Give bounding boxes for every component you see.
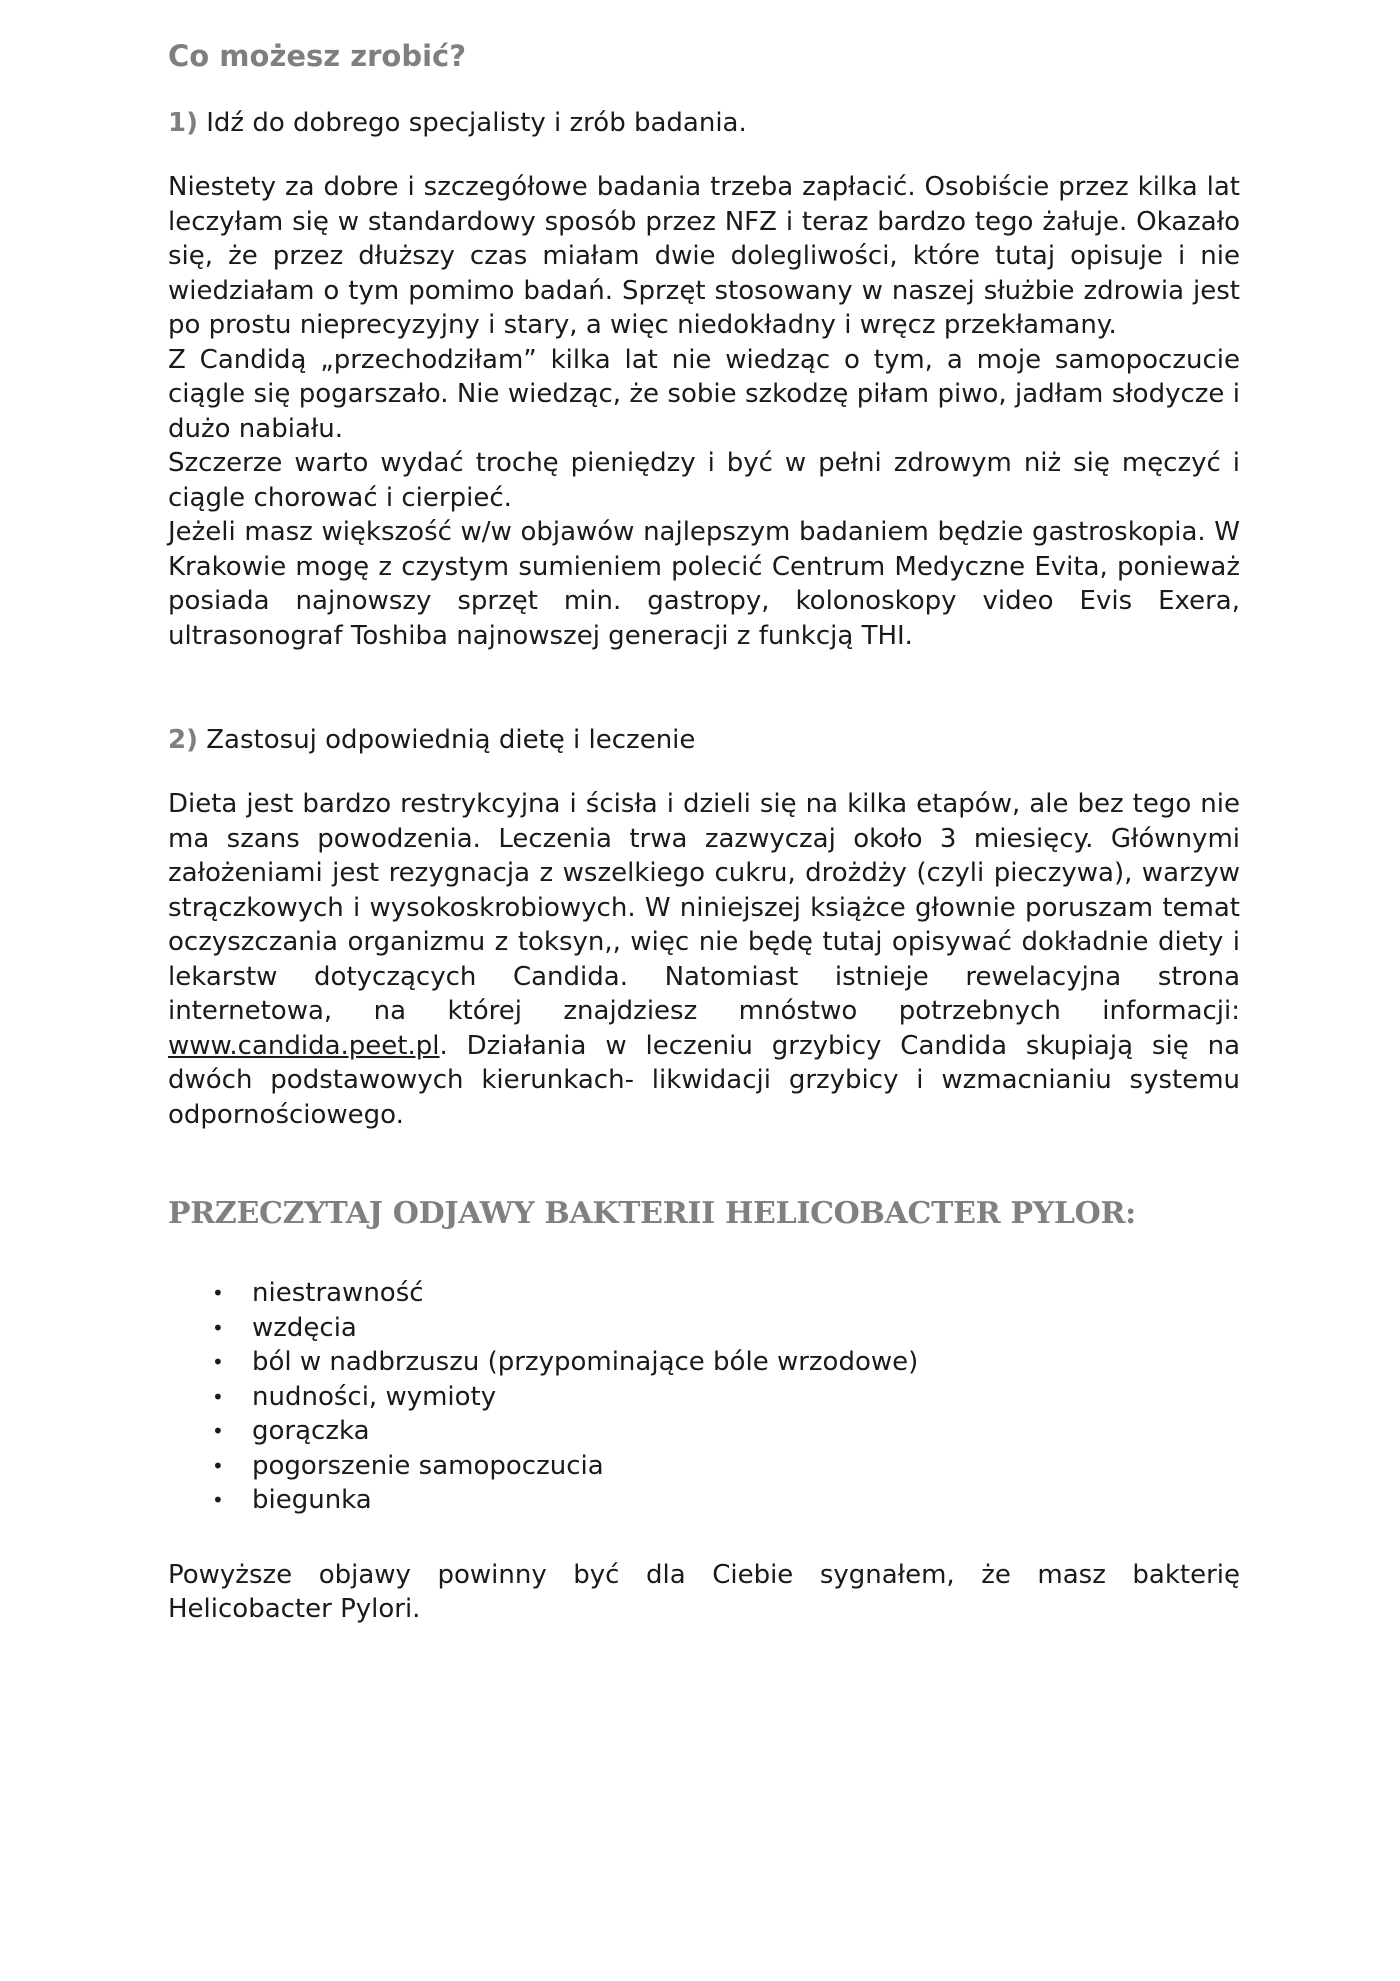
list-item — [168, 1483, 1240, 1518]
bullet-icon: • — [212, 1453, 224, 1478]
list-item — [168, 1276, 1240, 1311]
step-1-number: 1) — [168, 108, 198, 138]
list-item-text: biegunka — [252, 1485, 372, 1515]
paragraph: Z Candidą „przechodziłam” kilka lat nie wiedząc o tym, a moje samopoczucie ciągle się pogarszało. Nie wiedząc, że sobie szkodzę piłam piwo, jadłam słodycze i dużo nabiału. — [168, 344, 1240, 444]
document-page — [168, 36, 1240, 1627]
section-gap — [168, 653, 1240, 723]
candida-website-link[interactable]: www.candida.peet.pl — [168, 1030, 440, 1061]
list-item — [168, 1345, 1240, 1380]
list-item-text: nudności, wymioty — [252, 1381, 497, 1412]
bullet-icon: • — [212, 1384, 224, 1409]
list-item-text: gorączka — [252, 1416, 370, 1446]
bullet-icon: • — [212, 1281, 224, 1305]
bullet-icon: • — [212, 1350, 224, 1374]
symptoms-list — [168, 1276, 1240, 1518]
paragraph: Szczerze warto wydać trochę pieniędzy i być w pełni zdrowym niż się męczyć i ciągle chorować i cierpieć. — [168, 448, 1240, 513]
list-item-text: ból w nadbrzuszu (przypominające bóle wrzodowe) — [252, 1347, 919, 1377]
paragraph: Niestety za dobre i szczegółowe badania trzeba zapłacić. Osobiście przez kilka lat leczyłam się w standardowy sposób przez NFZ i teraz bardzo tego żałuje. Okazało się, że przez dłuższy czas miałam dwie dolegliwości, które tutaj opisuje i nie wiedziałam o tym pomimo badań. Sprzęt stosowany w naszej służbie zdrowia jest po prostu nieprecyzyjny i stary, a więc niedokładny i wręcz przekłamany. — [168, 172, 1240, 340]
paragraph: Jeżeli masz większość w/w objawów najlepszym badaniem będzie gastroskopia. W Krakowie mogę z czystym sumieniem polecić Centrum Medyczne Evita, ponieważ posiada najnowszy sprzęt min. gastropy, kolonoskopy video Evis Exera, ultrasonograf Toshiba najnowszej generacji z funkcją THI. — [168, 517, 1240, 651]
list-item-text: pogorszenie samopoczucia — [252, 1450, 604, 1481]
section-title: PRZECZYTAJ ODJAWY BAKTERII HELICOBACTER PYLOR: — [168, 1196, 1136, 1231]
list-item-text: wzdęcia — [252, 1312, 357, 1343]
list-item — [168, 1449, 1240, 1484]
step-2 — [168, 723, 1240, 757]
step-2-number: 2) — [168, 725, 198, 755]
list-item — [168, 1414, 1240, 1449]
list-item-text: niestrawność — [252, 1278, 424, 1308]
bullet-icon: • — [212, 1419, 224, 1443]
step-2-paragraph — [168, 787, 1240, 1132]
paragraph-text: . Działania w leczeniu grzybicy Candida skupiają się na dwóch podstawowych kierunkach- likwidacji grzybicy i wzmacnianiu systemu odpornościowego. — [168, 1030, 1240, 1130]
paragraph-text: Dieta jest bardzo restrykcyjna i ścisła i dzieli się na kilka etapów, ale bez tego nie ma szans powodzenia. Leczenia trwa zazwyczaj około 3 miesięcy. Głównymi założeniami jest rezygnacja z wszelkiego cukru, drożdży (czyli pieczywa), warzyw strączkowych i wysokoskrobiowych. W niniejszej książce głownie poruszam temat oczyszczania organizmu z toksyn,, więc nie będę tutaj opisywać dokładnie diety i lekarstw dotyczących Candida. Natomiast istnieje rewelacyjna strona internetowa, na której znajdziesz mnóstwo potrzebnych informacji: — [168, 789, 1240, 1026]
page-heading: Co możesz zrobić? — [168, 39, 467, 73]
bullet-icon: • — [212, 1315, 224, 1340]
step-2-text: Zastosuj odpowiednią dietę i leczenie — [206, 725, 696, 755]
list-item — [168, 1380, 1240, 1415]
list-item — [168, 1311, 1240, 1346]
step-1 — [168, 106, 1240, 140]
step-1-text: Idź do dobrego specjalisty i zrób badania. — [206, 108, 747, 138]
step-1-body — [168, 170, 1240, 653]
bullet-icon: • — [212, 1488, 224, 1512]
closing-paragraph: Powyższe objawy powinny być dla Ciebie sygnałem, że masz bakterię Helicobacter Pylori. — [168, 1559, 1240, 1624]
